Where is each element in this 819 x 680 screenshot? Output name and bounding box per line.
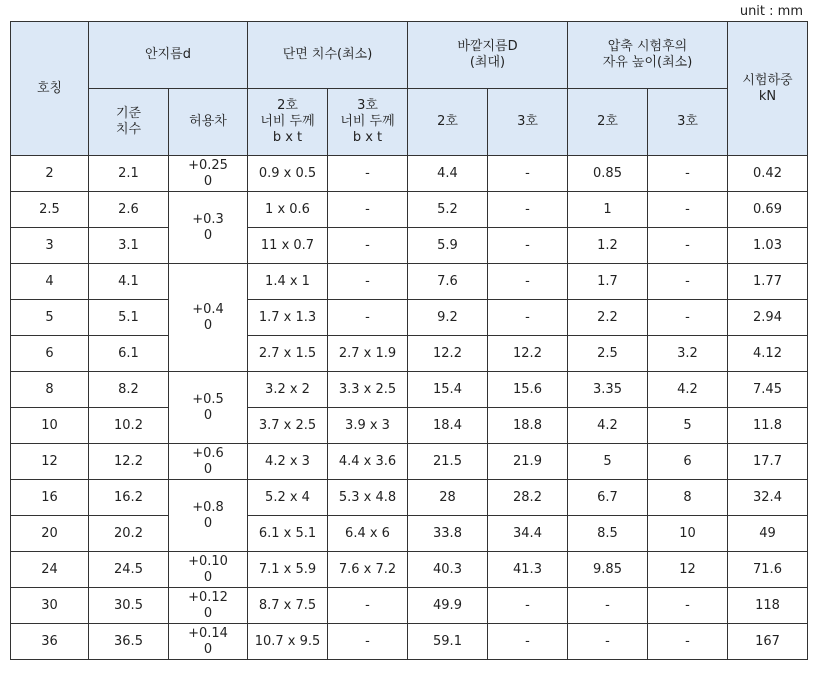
cell-tolerance: +0.3 0 — [169, 192, 248, 264]
cell-test-load: 4.12 — [728, 336, 808, 372]
cell-test-load: 2.94 — [728, 300, 808, 336]
cell-tolerance: +0.10 0 — [169, 552, 248, 588]
cell-od-no3: 18.8 — [488, 408, 568, 444]
spec-table — [10, 21, 808, 660]
cell-nominal: 10 — [11, 408, 89, 444]
cell-fh-no2: 2.2 — [568, 300, 648, 336]
cell-no3-dims: - — [328, 228, 408, 264]
cell-od-no3: - — [488, 228, 568, 264]
header-row-1 — [11, 22, 808, 89]
cell-fh-no2: 1.2 — [568, 228, 648, 264]
cell-fh-no3: 10 — [648, 516, 728, 552]
cell-fh-no3: - — [648, 228, 728, 264]
cell-test-load: 1.77 — [728, 264, 808, 300]
table-row — [11, 228, 808, 264]
cell-fh-no3: 8 — [648, 480, 728, 516]
table-row — [11, 264, 808, 300]
cell-nominal: 12 — [11, 444, 89, 480]
cell-no3-dims: 3.9 x 3 — [328, 408, 408, 444]
cell-fh-no2: 4.2 — [568, 408, 648, 444]
cell-nominal: 30 — [11, 588, 89, 624]
cell-no3-dims: 5.3 x 4.8 — [328, 480, 408, 516]
cell-tolerance: +0.25 0 — [169, 156, 248, 192]
cell-fh-no2: 0.85 — [568, 156, 648, 192]
cell-test-load: 49 — [728, 516, 808, 552]
cell-tolerance: +0.8 0 — [169, 480, 248, 552]
cell-tolerance: +0.6 0 — [169, 444, 248, 480]
cell-fh-no3: - — [648, 624, 728, 660]
cell-basic-size: 2.1 — [89, 156, 169, 192]
cell-fh-no3: 4.2 — [648, 372, 728, 408]
header-row-2 — [11, 89, 808, 156]
cell-tolerance: +0.4 0 — [169, 264, 248, 372]
cell-fh-no2: 5 — [568, 444, 648, 480]
cell-no3-dims: 7.6 x 7.2 — [328, 552, 408, 588]
cell-test-load: 1.03 — [728, 228, 808, 264]
cell-nominal: 36 — [11, 624, 89, 660]
cell-fh-no3: - — [648, 588, 728, 624]
cell-fh-no3: 3.2 — [648, 336, 728, 372]
cell-od-no3: - — [488, 588, 568, 624]
cell-basic-size: 30.5 — [89, 588, 169, 624]
cell-test-load: 17.7 — [728, 444, 808, 480]
header-fh-no3: 3호 — [648, 89, 728, 156]
cell-od-no3: - — [488, 156, 568, 192]
unit-label: unit : mm — [739, 4, 803, 19]
cell-fh-no2: - — [568, 624, 648, 660]
cell-nominal: 8 — [11, 372, 89, 408]
header-nominal: 호칭 — [11, 22, 89, 156]
cell-no2-dims: 1.4 x 1 — [248, 264, 328, 300]
cell-nominal: 24 — [11, 552, 89, 588]
cell-od-no3: 15.6 — [488, 372, 568, 408]
cell-basic-size: 12.2 — [89, 444, 169, 480]
table-row — [11, 444, 808, 480]
header-no2-dims: 2호 너비 두께 b x t — [248, 89, 328, 156]
cell-no3-dims: 2.7 x 1.9 — [328, 336, 408, 372]
cell-no3-dims: 6.4 x 6 — [328, 516, 408, 552]
cell-no2-dims: 4.2 x 3 — [248, 444, 328, 480]
cell-fh-no2: 8.5 — [568, 516, 648, 552]
cell-tolerance: +0.14 0 — [169, 624, 248, 660]
cell-basic-size: 2.6 — [89, 192, 169, 228]
table-row — [11, 300, 808, 336]
cell-no3-dims: 4.4 x 3.6 — [328, 444, 408, 480]
cell-basic-size: 10.2 — [89, 408, 169, 444]
cell-basic-size: 16.2 — [89, 480, 169, 516]
cell-basic-size: 24.5 — [89, 552, 169, 588]
cell-fh-no3: - — [648, 264, 728, 300]
cell-nominal: 20 — [11, 516, 89, 552]
cell-fh-no3: - — [648, 300, 728, 336]
cell-no3-dims: - — [328, 588, 408, 624]
cell-test-load: 32.4 — [728, 480, 808, 516]
table-row — [11, 372, 808, 408]
cell-od-no2: 40.3 — [408, 552, 488, 588]
cell-fh-no3: - — [648, 192, 728, 228]
cell-nominal: 16 — [11, 480, 89, 516]
cell-no3-dims: 3.3 x 2.5 — [328, 372, 408, 408]
cell-fh-no2: 9.85 — [568, 552, 648, 588]
cell-no3-dims: - — [328, 300, 408, 336]
table-row — [11, 480, 808, 516]
cell-no3-dims: - — [328, 624, 408, 660]
cell-basic-size: 4.1 — [89, 264, 169, 300]
table-row — [11, 516, 808, 552]
cell-basic-size: 8.2 — [89, 372, 169, 408]
cell-nominal: 2.5 — [11, 192, 89, 228]
cell-nominal: 2 — [11, 156, 89, 192]
cell-fh-no2: 6.7 — [568, 480, 648, 516]
cell-no2-dims: 7.1 x 5.9 — [248, 552, 328, 588]
cell-od-no3: 12.2 — [488, 336, 568, 372]
table-row — [11, 624, 808, 660]
cell-od-no2: 9.2 — [408, 300, 488, 336]
header-inner-diameter: 안지름d — [89, 22, 248, 89]
cell-tolerance: +0.12 0 — [169, 588, 248, 624]
cell-nominal: 4 — [11, 264, 89, 300]
cell-no2-dims: 3.7 x 2.5 — [248, 408, 328, 444]
cell-no2-dims: 0.9 x 0.5 — [248, 156, 328, 192]
cell-no2-dims: 8.7 x 7.5 — [248, 588, 328, 624]
cell-fh-no2: 1 — [568, 192, 648, 228]
header-od-no2: 2호 — [408, 89, 488, 156]
cell-od-no3: 41.3 — [488, 552, 568, 588]
cell-fh-no2: 1.7 — [568, 264, 648, 300]
cell-basic-size: 5.1 — [89, 300, 169, 336]
cell-od-no3: 21.9 — [488, 444, 568, 480]
cell-test-load: 118 — [728, 588, 808, 624]
cell-no3-dims: - — [328, 156, 408, 192]
cell-nominal: 6 — [11, 336, 89, 372]
cell-od-no2: 49.9 — [408, 588, 488, 624]
header-basic-size: 기준 치수 — [89, 89, 169, 156]
cell-od-no3: 34.4 — [488, 516, 568, 552]
cell-fh-no2: 3.35 — [568, 372, 648, 408]
cell-od-no2: 4.4 — [408, 156, 488, 192]
cell-test-load: 0.69 — [728, 192, 808, 228]
cell-od-no3: - — [488, 264, 568, 300]
cell-basic-size: 20.2 — [89, 516, 169, 552]
cell-od-no2: 28 — [408, 480, 488, 516]
table-row — [11, 588, 808, 624]
cell-od-no3: 28.2 — [488, 480, 568, 516]
cell-no2-dims: 5.2 x 4 — [248, 480, 328, 516]
table-row — [11, 552, 808, 588]
cell-fh-no2: 2.5 — [568, 336, 648, 372]
table-row — [11, 156, 808, 192]
cell-fh-no3: 5 — [648, 408, 728, 444]
cell-od-no3: - — [488, 192, 568, 228]
cell-no2-dims: 10.7 x 9.5 — [248, 624, 328, 660]
cell-basic-size: 36.5 — [89, 624, 169, 660]
header-test-load: 시험하중 kN — [728, 22, 808, 156]
header-free-height: 압축 시험후의 자유 높이(최소) — [568, 22, 728, 89]
header-outer-diameter: 바깥지름D (최대) — [408, 22, 568, 89]
cell-no3-dims: - — [328, 264, 408, 300]
cell-fh-no3: - — [648, 156, 728, 192]
cell-fh-no3: 12 — [648, 552, 728, 588]
cell-nominal: 5 — [11, 300, 89, 336]
cell-od-no2: 7.6 — [408, 264, 488, 300]
cell-nominal: 3 — [11, 228, 89, 264]
cell-basic-size: 3.1 — [89, 228, 169, 264]
cell-od-no2: 59.1 — [408, 624, 488, 660]
header-od-no3: 3호 — [488, 89, 568, 156]
cell-no2-dims: 11 x 0.7 — [248, 228, 328, 264]
cell-test-load: 7.45 — [728, 372, 808, 408]
cell-fh-no2: - — [568, 588, 648, 624]
cell-basic-size: 6.1 — [89, 336, 169, 372]
cell-no3-dims: - — [328, 192, 408, 228]
cell-no2-dims: 3.2 x 2 — [248, 372, 328, 408]
cell-tolerance: +0.5 0 — [169, 372, 248, 444]
cell-od-no2: 5.2 — [408, 192, 488, 228]
cell-od-no2: 33.8 — [408, 516, 488, 552]
table-row — [11, 192, 808, 228]
cell-test-load: 11.8 — [728, 408, 808, 444]
cell-od-no3: - — [488, 624, 568, 660]
table-row — [11, 336, 808, 372]
cell-no2-dims: 1.7 x 1.3 — [248, 300, 328, 336]
header-tolerance: 허용차 — [169, 89, 248, 156]
header-no3-dims: 3호 너비 두께 b x t — [328, 89, 408, 156]
cell-od-no2: 12.2 — [408, 336, 488, 372]
cell-od-no2: 21.5 — [408, 444, 488, 480]
cell-test-load: 167 — [728, 624, 808, 660]
cell-od-no3: - — [488, 300, 568, 336]
cell-od-no2: 15.4 — [408, 372, 488, 408]
cell-od-no2: 18.4 — [408, 408, 488, 444]
cell-no2-dims: 2.7 x 1.5 — [248, 336, 328, 372]
cell-no2-dims: 6.1 x 5.1 — [248, 516, 328, 552]
header-section-dims: 단면 치수(최소) — [248, 22, 408, 89]
cell-od-no2: 5.9 — [408, 228, 488, 264]
cell-fh-no3: 6 — [648, 444, 728, 480]
table-row — [11, 408, 808, 444]
cell-test-load: 0.42 — [728, 156, 808, 192]
cell-no2-dims: 1 x 0.6 — [248, 192, 328, 228]
header-fh-no2: 2호 — [568, 89, 648, 156]
cell-test-load: 71.6 — [728, 552, 808, 588]
